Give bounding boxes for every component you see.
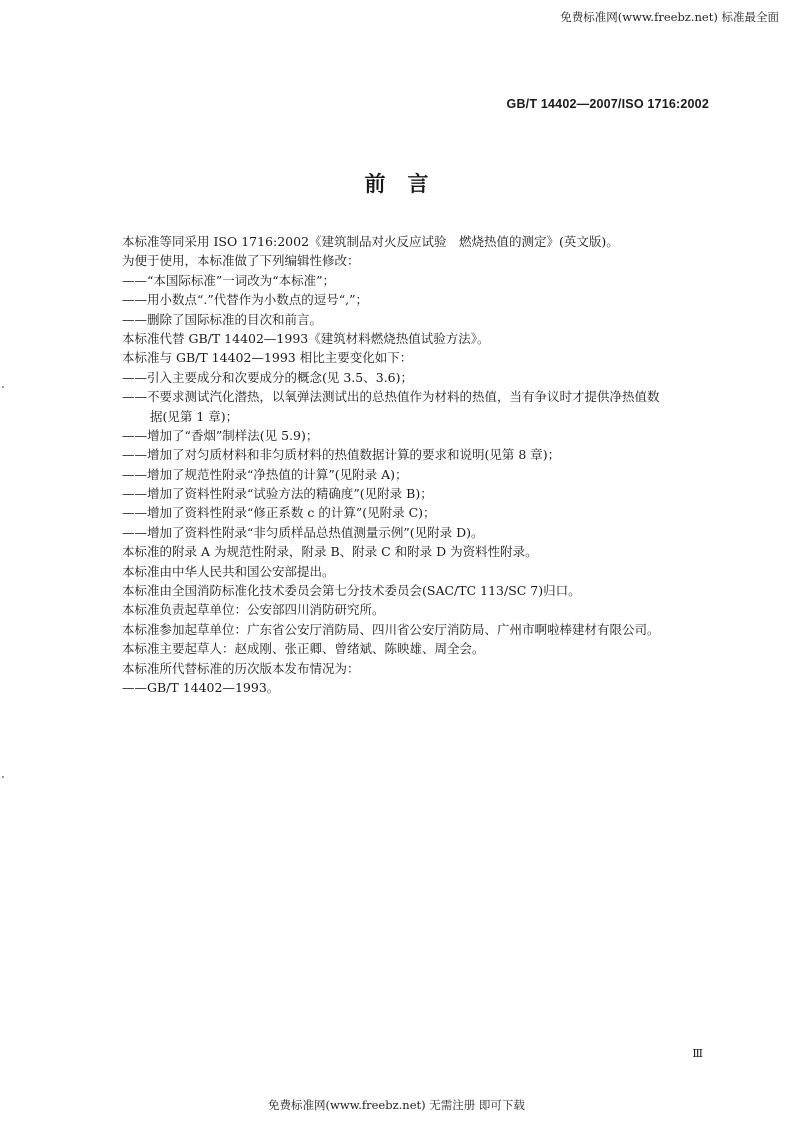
text-line: 本标准主要起草人：赵成刚、张正卿、曾绪斌、陈映雄、周全会。 — [122, 641, 485, 657]
text-line: 本标准参加起草单位：广东省公安厅消防局、四川省公安厅消防局、广州市啊啦棒建材有限公司。 — [122, 621, 660, 637]
page-number: Ⅲ — [692, 1047, 703, 1060]
list-item: ——增加了资料性附录“非匀质样品总热值测量示例”(见附录 D)。 — [122, 524, 484, 540]
list-item: ——用小数点“.”代替作为小数点的逗号“,”； — [122, 292, 369, 308]
list-item-continuation: 据(见第 1 章)； — [150, 408, 239, 424]
footer-watermark: 免费标准网(www.freebz.net) 无需注册 即可下载 — [268, 1098, 525, 1112]
text-line: 为便于使用，本标准做了下列编辑性修改： — [122, 253, 360, 269]
standard-code: GB/T 14402—2007/ISO 1716:2002 — [506, 97, 709, 111]
scan-artifact — [2, 776, 4, 778]
scan-artifact — [2, 386, 4, 388]
text-line: 本标准所代替标准的历次版本发布情况为： — [122, 660, 360, 676]
foreword-body — [122, 232, 722, 697]
text-line: 本标准的附录 A 为规范性附录，附录 B、附录 C 和附录 D 为资料性附录。 — [122, 544, 538, 560]
list-item: ——增加了资料性附录“试验方法的精确度”(见附录 B)； — [122, 486, 433, 502]
text-line: 本标准由中华人民共和国公安部提出。 — [122, 563, 335, 579]
list-item: ——增加了“香烟”制样法(见 5.9)； — [122, 427, 319, 443]
header-watermark: 免费标准网(www.freebz.net) 标准最全面 — [560, 10, 779, 24]
text-line: 本标准与 GB/T 14402—1993 相比主要变化如下： — [122, 350, 413, 366]
list-item: ——增加了对匀质材料和非匀质材料的热值数据计算的要求和说明(见第 8 章)； — [122, 447, 561, 463]
text-line: 本标准等同采用 ISO 1716:2002《建筑制品对火反应试验 燃烧热值的测定》(英文版)。 — [122, 234, 619, 249]
list-item: ——“本国际标准”一词改为“本标准”； — [122, 272, 336, 288]
list-item: ——不要求测试汽化潜热，以氧弹法测试出的总热值作为材料的热值，当有争议时才提供净热值数 — [122, 389, 660, 405]
text-line: 本标准负责起草单位：公安部四川消防研究所。 — [122, 602, 385, 618]
text-line: 本标准由全国消防标准化技术委员会第七分技术委员会(SAC/TC 113/SC 7)归口。 — [122, 583, 581, 599]
list-item: ——引入主要成分和次要成分的概念(见 3.5、3.6)； — [122, 369, 413, 385]
list-item: ——增加了资料性附录“修正系数 c 的计算”(见附录 C)； — [122, 505, 436, 521]
list-item: ——删除了国际标准的目次和前言。 — [122, 311, 323, 327]
list-item: ——GB/T 14402—1993。 — [122, 679, 280, 695]
text-line: 本标准代替 GB/T 14402—1993《建筑材料燃烧热值试验方法》。 — [122, 330, 490, 346]
list-item: ——增加了规范性附录“净热值的计算”(见附录 A)； — [122, 466, 408, 482]
page-title: 前言 — [364, 172, 451, 196]
